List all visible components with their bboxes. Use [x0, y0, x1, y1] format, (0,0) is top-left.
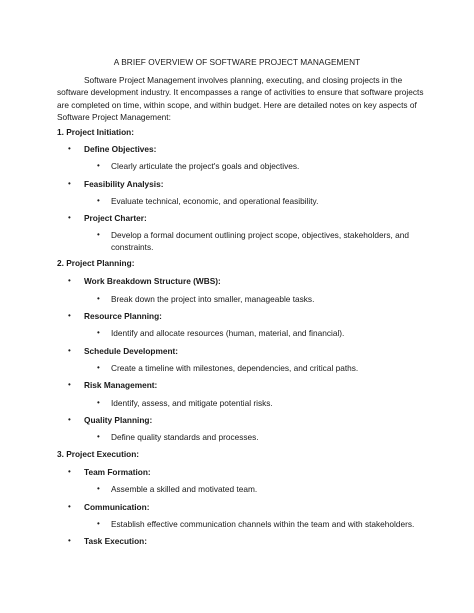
bullet-icon: •	[97, 294, 100, 303]
bullet-icon: •	[68, 179, 71, 188]
subheading-task-execution: Task Execution:	[84, 536, 148, 546]
detail-risk-management: Identify, assess, and mitigate potential risks.	[111, 398, 273, 408]
detail-resource-planning: Identify and allocate resources (human, material, and financial).	[111, 328, 345, 338]
bullet-icon: •	[97, 398, 100, 407]
subheading-feasibility-analysis: Feasibility Analysis:	[84, 179, 164, 189]
detail-schedule-development: Create a timeline with milestones, dependencies, and critical paths.	[111, 363, 359, 373]
bullet-icon: •	[97, 363, 100, 372]
bullet-icon: •	[97, 519, 100, 528]
bullet-icon: •	[68, 467, 71, 476]
subheading-communication: Communication:	[84, 502, 150, 512]
subheading-team-formation: Team Formation:	[84, 467, 151, 477]
detail-communication: Establish effective communication channels within the team and with stakeholders.	[111, 519, 415, 529]
detail-project-charter: Develop a formal document outlining project scope, objectives, stakeholders, and constraints.	[111, 230, 409, 253]
bullet-icon: •	[68, 502, 71, 511]
section-heading-planning: 2. Project Planning:	[57, 258, 135, 268]
detail-team-formation: Assemble a skilled and motivated team.	[111, 484, 258, 494]
bullet-icon: •	[97, 432, 100, 441]
detail-define-objectives: Clearly articulate the project's goals and objectives.	[111, 161, 300, 171]
subheading-quality-planning: Quality Planning:	[84, 415, 153, 425]
subheading-project-charter: Project Charter:	[84, 213, 147, 223]
bullet-icon: •	[97, 328, 100, 337]
bullet-icon: •	[68, 346, 71, 355]
subheading-risk-management: Risk Management:	[84, 380, 158, 390]
bullet-icon: •	[68, 380, 71, 389]
bullet-icon: •	[97, 484, 100, 493]
detail-wbs: Break down the project into smaller, manageable tasks.	[111, 294, 315, 304]
bullet-icon: •	[97, 196, 100, 205]
detail-quality-planning: Define quality standards and processes.	[111, 432, 259, 442]
bullet-icon: •	[68, 311, 71, 320]
subheading-wbs: Work Breakdown Structure (WBS):	[84, 276, 221, 286]
detail-feasibility-analysis: Evaluate technical, economic, and operational feasibility.	[111, 196, 319, 206]
bullet-icon: •	[97, 161, 100, 170]
bullet-icon: •	[68, 144, 71, 153]
bullet-icon: •	[97, 230, 100, 239]
bullet-icon: •	[68, 276, 71, 285]
subheading-resource-planning: Resource Planning:	[84, 311, 162, 321]
bullet-icon: •	[68, 213, 71, 222]
bullet-icon: •	[68, 536, 71, 545]
subheading-schedule-development: Schedule Development:	[84, 346, 179, 356]
intro-paragraph: Software Project Management involves planning, executing, and closing projects in the software development industry. It encompasses a range of activities to ensure that software projects are completed on time, within scope, and within budget. Here are detailed notes on key aspects of Software Project Management:	[57, 75, 424, 123]
section-heading-execution: 3. Project Execution:	[57, 449, 140, 459]
bullet-icon: •	[68, 415, 71, 424]
document-title: A BRIEF OVERVIEW OF SOFTWARE PROJECT MANAGEMENT	[113, 57, 361, 67]
subheading-define-objectives: Define Objectives:	[84, 144, 157, 154]
section-heading-initiation: 1. Project Initiation:	[57, 127, 134, 137]
